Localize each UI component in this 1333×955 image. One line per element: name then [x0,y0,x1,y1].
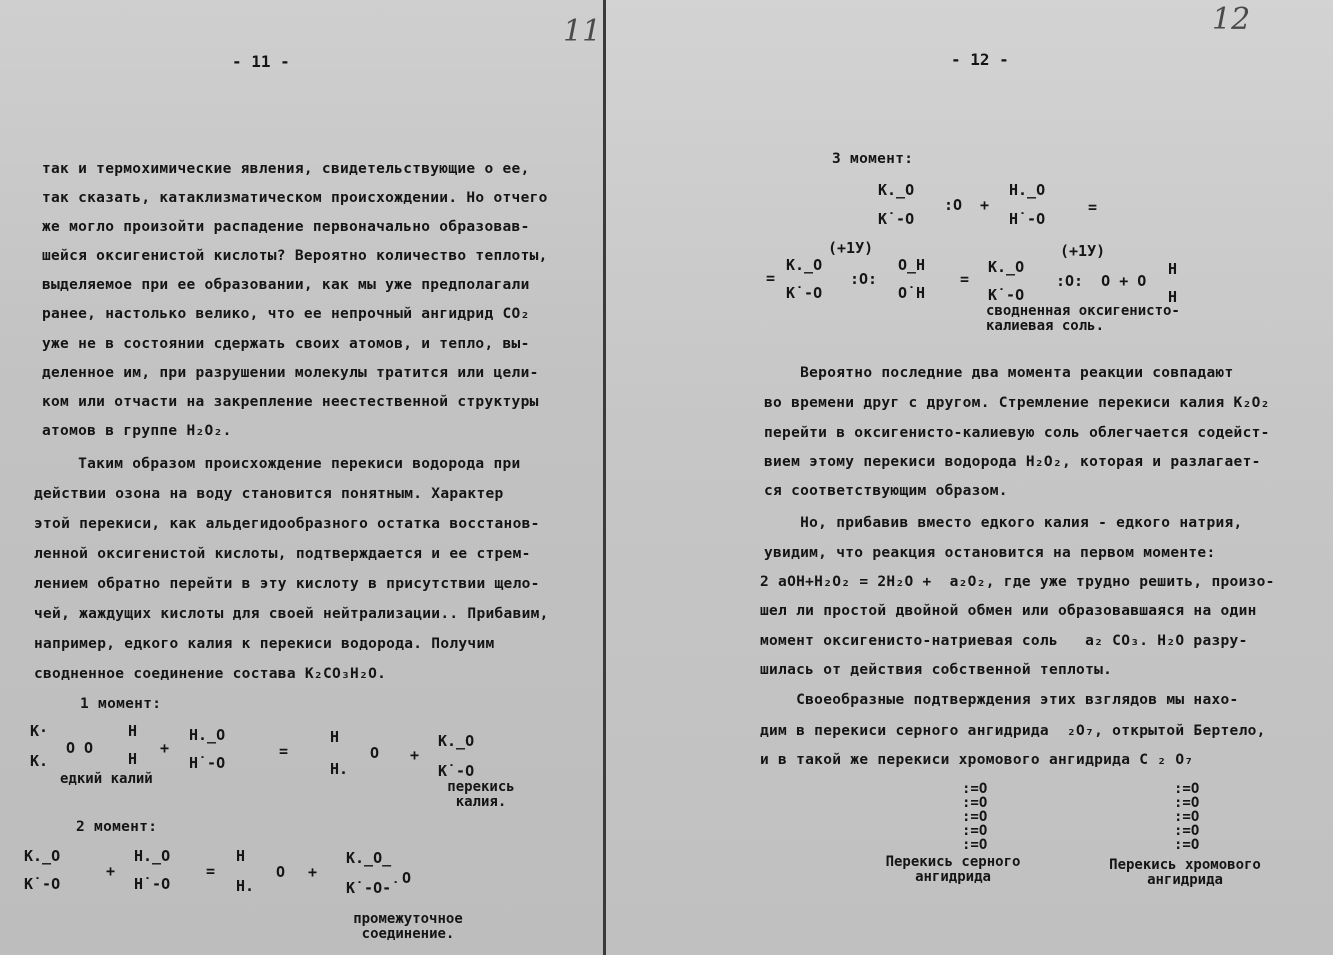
text-line: чей, жаждущих кислоты для своей нейтрализации.. Прибавим, [34,606,549,622]
text-line: деленное им, при разрушении молекулы тратится или цели- [42,365,539,381]
text-line: Таким образом происхождение перекиси водорода при [42,456,521,472]
text-line: дим в перекиси серного ангидрида ₂O₇, открытой Бертело, [760,723,1266,739]
caption: перекись калия. [447,779,515,810]
handwritten-page-number: 12 [1212,2,1251,37]
text-line: Но, прибавив вместо едкого калия - едкого натрия, [764,515,1243,531]
text-line: вием этому перекиси водорода H₂O₂, которая и разлагает- [764,454,1261,470]
text-line: атомов в группе H₂O₂. [42,423,232,439]
text-line: сводненное соединение состава K₂CO₃H₂O. [34,666,387,682]
text-line: 2 aOH+H₂O₂ = 2H₂O + a₂O₂, где уже трудно решить, произо- [760,574,1275,590]
page-number: - 11 - [232,52,290,71]
left-page: - 11 - 11 так и термохимические явления, свидетельствующие о ее, так сказать, катаклизматическом происхождении. Но отчего же могло произойти распадение первоначально образовав- шейся оксигенистой кислоты? Вероятно количество теплоты, выделяемое при ее образовании, как мы уже предполагали ранее, настолько велико, что ее непрочный ангидрид CO₂ уже не в состоянии сдержать своих атомов, и тепло, вы- деленное им, при разрушении молекулы тратится или цели- ком или отчасти на закрепление неестественной структуры атомов в группе H₂O₂. Таким образом происхождение перекиси водорода при действии озона на воду становится понятным. Характер этой перекиси, как альдегидообразного остатка восстанов- ленной оксигенистой кислоты, подтверждается и ее стрем- лением обратно перейти в эту кислоту в присутствии щело- чей, жаждущих кислоты для своей нейтрализации.. Прибавим, например, едкого калия к перекиси водорода. Получим сводненное соединение состава K₂CO₃H₂O. 1 момент: K· K. O O H H + H._O H˙-O = H H. O + K._O K˙-O едкий калий перекись калия. 2 момент: K._O K˙-O + H._O H˙-O = H H. O + K._O_ K˙-O-˙ O промежуточное соединение. [0,0,604,955]
text-line: же могло произойти распадение первоначально образовав- [42,219,530,235]
moment-title: 3 момент: [832,151,914,167]
valence-label: (+1У) [828,239,874,257]
text-line: во времени друг с другом. Стремление перекиси калия K₂O₂ [764,395,1270,411]
text-line: выделяемое при ее образовании, как мы уже предполагали [42,277,530,293]
text-line: так сказать, катаклизматическом происхождении. Но отчего [42,190,548,206]
moment-title: 2 момент: [76,819,158,835]
text-line: ленной оксигенистой кислоты, подтверждается и ее стрем- [34,546,531,562]
text-line: действии озона на воду становится понятным. Характер [34,486,504,502]
text-line: шилась от действия собственной теплоты. [760,662,1113,678]
text-line: ком или отчасти на закрепление неестественной структуры [42,394,539,410]
text-line: ся соответствующим образом. [764,483,1008,499]
text-line: например, едкого калия к перекиси водорода. Получим [34,636,495,652]
right-page: - 12 - 12 3 момент: K._O K˙-O :O + H._O H˙-O = (+1У) (+1У) = K._O K˙-O :O: O_H O˙H = K._O K˙-O :O: O + O H H сводненная оксигенисто- калиевая соль. Вероятно последние два момента реакции совпадают во времени друг с другом. Стремление перекиси калия K₂O₂ перейти в оксигенисто-калиевую соль облегчается содейст- вием этому перекиси водорода H₂O₂, которая и разлагает- ся соответствующим образом. Но, прибавив вместо едкого калия - едкого натрия, увидим, что реакция остановится на первом моменте: 2 aOH+H₂O₂ = 2H₂O + a₂O₂, где уже трудно решить, произо- шел ли простой двойной обмен или образовавшаяся на один момент оксигенисто-натриевая соль a₂ CO₃. H₂O разру- шилась от действия собственной теплоты. Своеобразные подтверждения этих взглядов мы нахо- дим в перекиси серного ангидрида ₂O₇, открытой Бертело, и в такой же перекиси хромового ангидрида C ₂ O₇ :=O :=O :=O :=O :=O Перекись серного ангидрида :=O :=O :=O :=O :=O Перекись хромового ангидрида [606,0,1333,955]
moment-title: 1 момент: [80,696,162,712]
handwritten-page-number: 11 [563,14,602,49]
text-line: ранее, настолько велико, что ее непрочный ангидрид CO₂ [42,306,530,322]
text-line: момент оксигенисто-натриевая соль a₂ CO₃. H₂O разру- [760,633,1248,649]
caption: Перекись хромового ангидрида [1109,857,1261,888]
text-line: Вероятно последние два момента реакции совпадают [764,365,1234,381]
text-line: и в такой же перекиси хромового ангидрида C ₂ O₇ [760,752,1194,768]
text-line: перейти в оксигенисто-калиевую соль облегчается содейст- [764,425,1270,441]
caption: промежуточное соединение. [353,911,463,942]
text-line: так и термохимические явления, свидетельствующие о ее, [42,161,530,177]
text-line: шел ли простой двойной обмен или образовавшаяся на один [760,603,1257,619]
page-number: - 12 - [951,50,1009,69]
text-line: лением обратно перейти в эту кислоту в присутствии щело- [34,576,540,592]
text-line: этой перекиси, как альдегидообразного остатка восстанов- [34,516,540,532]
text-line: шейся оксигенистой кислоты? Вероятно количество теплоты, [42,248,548,264]
caption: Перекись серного ангидрида [885,854,1021,885]
valence-label: (+1У) [1060,242,1106,260]
caption: едкий калий [60,771,153,787]
text-line: Своеобразные подтверждения этих взглядов мы нахо- [760,692,1239,708]
text-line: уже не в состоянии сдержать своих атомов, и тепло, вы- [42,336,530,352]
text-line: увидим, что реакция остановится на первом моменте: [764,545,1216,561]
caption: сводненная оксигенисто- калиевая соль. [986,303,1180,334]
